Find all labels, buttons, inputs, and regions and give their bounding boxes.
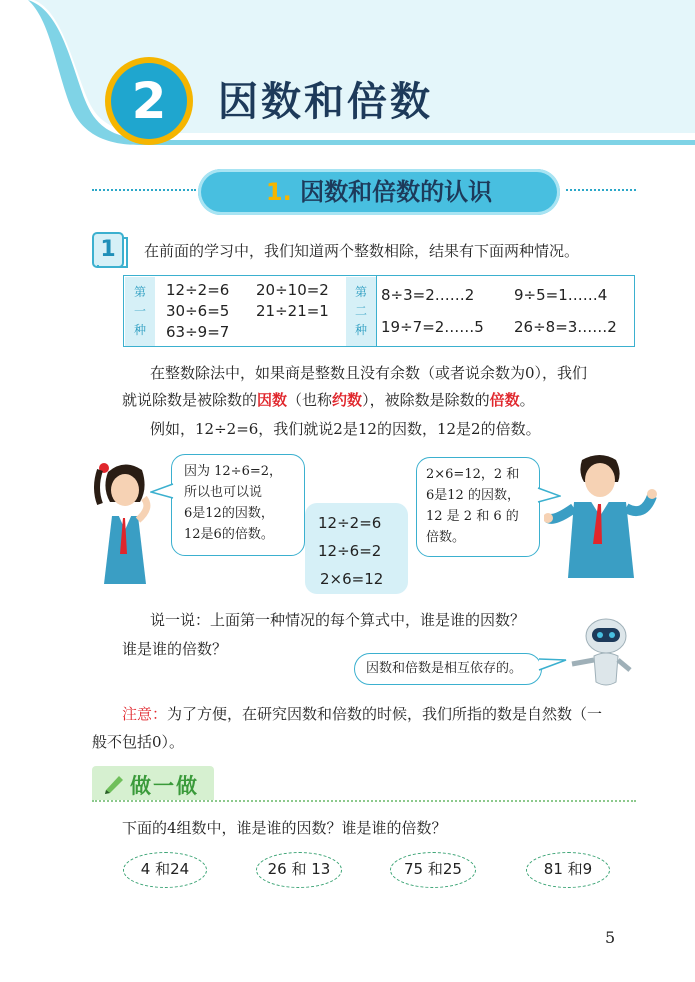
number-pair: 4 和24 (123, 852, 207, 888)
summary-equation: 12÷2=6 (318, 514, 382, 532)
case1-equation: 30÷6=5 (166, 302, 230, 320)
number-pair: 75 和25 (390, 852, 476, 888)
chapter-number: 2 (131, 72, 167, 130)
robot-illustration (566, 612, 642, 688)
girl-bubble-tail (150, 482, 174, 500)
term-multiple: 倍数 (489, 391, 520, 409)
notice-line-2: 般不包括0）。 (92, 733, 185, 751)
robot-bubble-text: 因数和倍数是相互依存的。 (366, 661, 523, 676)
summary-equation: 12÷6=2 (318, 542, 382, 560)
case2-equation: 8÷3=2……2 (381, 286, 475, 304)
definition-line-2: 就说除数是被除数的因数（也称约数），被除数是除数的倍数。 (122, 391, 535, 409)
case1-equation: 12÷2=6 (166, 281, 230, 299)
notice-label: 注意： (122, 705, 168, 723)
definition-example: 例如，12÷2=6，我们就说2是12的因数，12是2的倍数。 (150, 420, 541, 438)
term-factor: 因数 (257, 391, 288, 409)
example-intro: 在前面的学习中，我们知道两个整数相除，结果有下面两种情况。 (144, 242, 580, 260)
girl-bubble-text: 因为 12÷6=2， 所以也可以说 6是12的因数， 12是6的倍数。 (184, 464, 283, 542)
case1-equation: 21÷21=1 (256, 302, 329, 320)
term-divisor: 约数 (332, 391, 363, 409)
table-divider (376, 275, 377, 347)
practice-divider (92, 800, 636, 802)
discussion-line-1: 说一说：上面第一种情况的每个算式中，谁是谁的因数？ (150, 611, 526, 629)
practice-title: 做一做 (130, 774, 199, 798)
discussion-line-2: 谁是谁的倍数？ (122, 640, 228, 658)
case1-equation: 20÷10=2 (256, 281, 329, 299)
robot-bubble-tail (538, 656, 568, 674)
case2-label: 第 二 种 (346, 277, 376, 346)
definition-line-1: 在整数除法中，如果商是整数且没有余数（或者说余数为0），我们 (150, 364, 588, 382)
practice-question: 下面的4组数中，谁是谁的因数？谁是谁的倍数？ (122, 819, 447, 837)
pencil-icon (102, 772, 126, 794)
case1-label: 第 一 种 (125, 277, 155, 346)
chapter-title: 因数和倍数 (218, 79, 433, 125)
number-pair: 81 和9 (526, 852, 610, 888)
case2-equation: 26÷8=3……2 (514, 318, 617, 336)
boy-illustration (544, 452, 660, 578)
case2-equation: 9÷5=1……4 (514, 286, 608, 304)
number-pair: 26 和 13 (256, 852, 342, 888)
notice-line-1: 注意：为了方便，在研究因数和倍数的时候，我们所指的数是自然数（一 (122, 705, 603, 723)
case2-equation: 19÷7=2……5 (381, 318, 484, 336)
page-number: 5 (605, 928, 616, 947)
boy-bubble-text: 2×6=12，2 和 6是12 的因数， 12 是 2 和 6 的 倍数。 (426, 467, 520, 545)
summary-equation: 2×6=12 (320, 570, 384, 588)
section-number: 1. (265, 178, 292, 206)
example-number: 1 (100, 237, 116, 262)
section-divider-left (92, 189, 196, 191)
case1-equation: 63÷9=7 (166, 323, 230, 341)
section-title-banner (198, 169, 560, 215)
section-title: 因数和倍数的认识 (300, 178, 493, 206)
girl-illustration (94, 458, 156, 586)
section-divider-right (566, 189, 636, 191)
